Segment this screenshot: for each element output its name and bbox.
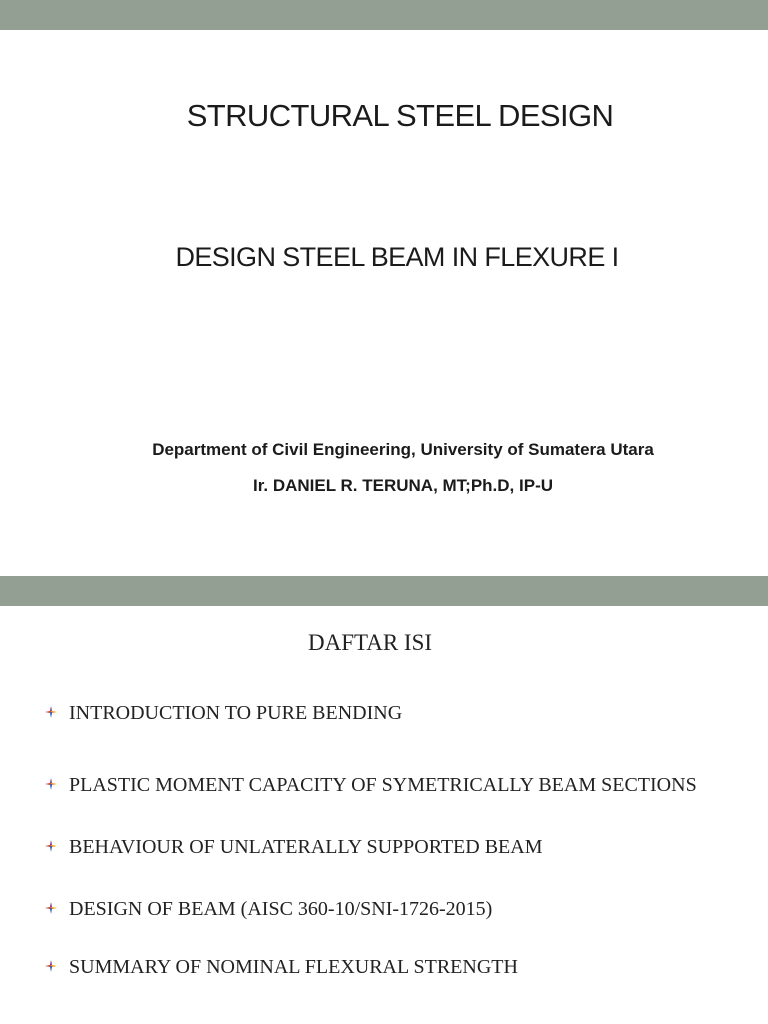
four-point-star-icon	[45, 902, 57, 914]
toc-item-label: BEHAVIOUR OF UNLATERALLY SUPPORTED BEAM	[69, 836, 543, 858]
four-point-star-icon	[45, 778, 57, 790]
toc-item	[45, 836, 543, 859]
toc-item-label: DESIGN OF BEAM (AISC 360-10/SNI-1726-2015)	[69, 898, 493, 920]
toc-item-label: SUMMARY OF NOMINAL FLEXURAL STRENGTH	[69, 956, 518, 978]
author-line: Ir. DANIEL R. TERUNA, MT;Ph.D, IP-U	[252, 476, 554, 495]
contents-slide	[0, 606, 768, 1024]
department-line: Department of Civil Engineering, University of Sumatera Utara	[152, 440, 654, 459]
toc-item	[45, 702, 402, 725]
toc-item	[45, 774, 697, 797]
four-point-star-icon	[45, 840, 57, 852]
toc-item	[45, 956, 518, 979]
four-point-star-icon	[45, 706, 57, 718]
toc-item	[45, 898, 492, 921]
toc-item-label: PLASTIC MOMENT CAPACITY OF SYMETRICALLY BEAM SECTIONS	[69, 774, 697, 796]
contents-title: DAFTAR ISI	[307, 630, 433, 655]
four-point-star-icon	[45, 960, 57, 972]
toc-item-label: INTRODUCTION TO PURE BENDING	[69, 702, 403, 724]
middle-divider-band	[0, 576, 768, 606]
top-divider-band	[0, 0, 768, 30]
slide-subtitle: DESIGN STEEL BEAM IN FLEXURE I	[175, 242, 619, 272]
title-slide	[0, 30, 768, 576]
slide-title: STRUCTURAL STEEL DESIGN	[186, 98, 614, 133]
